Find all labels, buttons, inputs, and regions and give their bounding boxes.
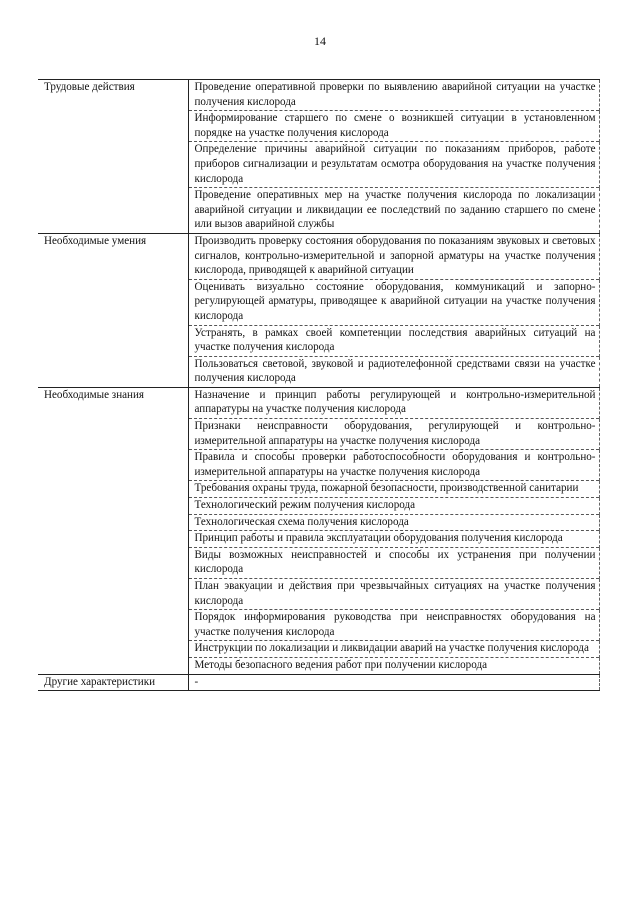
list-item: Виды возможных неисправностей и способы их устранения при получении кислорода bbox=[188, 547, 599, 578]
list-item: Технологическая схема получения кислорода bbox=[188, 514, 599, 531]
row-label-labor-actions: Трудовые действия bbox=[38, 80, 188, 234]
list-item: Методы безопасного ведения работ при получении кислорода bbox=[188, 657, 599, 674]
list-item: План эвакуации и действия при чрезвычайных ситуациях на участке получения кислорода bbox=[188, 579, 599, 610]
list-item: Требования охраны труда, пожарной безопасности, производственной санитарии bbox=[188, 481, 599, 498]
list-item: Определение причины аварийной ситуации по показаниям приборов, работе приборов сигнализации и результатам осмотра оборудования на участке получения кислорода bbox=[188, 142, 599, 188]
page-number: 14 bbox=[314, 34, 326, 48]
list-item: Проведение оперативной проверки по выявлению аварийной ситуации на участке получения кислорода bbox=[188, 80, 599, 111]
list-item: Устранять, в рамках своей компетенции последствия аварийных ситуаций на участке получения кислорода bbox=[188, 325, 599, 356]
list-item: Правила и способы проверки работоспособности оборудования и контрольно-измерительной аппаратуры на участке получения кислорода bbox=[188, 450, 599, 481]
list-item: Признаки неисправности оборудования, регулирующей и контрольно-измерительной аппаратуры на участке получения кислорода bbox=[188, 419, 599, 450]
list-item: Принцип работы и правила эксплуатации оборудования получения кислорода bbox=[188, 531, 599, 548]
table-row bbox=[38, 233, 599, 279]
list-item: Оценивать визуально состояние оборудования, коммуникаций и запорно-регулирующей арматуры, приводящее к аварийной ситуации на участке получения кислорода bbox=[188, 279, 599, 325]
list-item: - bbox=[188, 674, 599, 691]
list-item: Производить проверку состояния оборудования по показаниям звуковых и световых сигналов, контрольно-измерительной и запорной арматуры на участке получения кислорода, приводящей к аварийной ситуации bbox=[188, 233, 599, 279]
row-label-other-characteristics: Другие характеристики bbox=[38, 674, 188, 691]
row-label-required-skills: Необходимые умения bbox=[38, 233, 188, 387]
table-row bbox=[38, 387, 599, 418]
list-item: Информирование старшего по смене о возникшей ситуации в установленном порядке на участке получения кислорода bbox=[188, 111, 599, 142]
row-label-required-knowledge: Необходимые знания bbox=[38, 387, 188, 674]
characteristics-table bbox=[38, 79, 600, 691]
list-item: Технологический режим получения кислорода bbox=[188, 498, 599, 515]
table-row bbox=[38, 674, 599, 691]
list-item: Инструкции по локализации и ликвидации аварий на участке получения кислорода bbox=[188, 641, 599, 658]
table-row bbox=[38, 80, 599, 111]
list-item: Порядок информирования руководства при неисправностях оборудования на участке получения кислорода bbox=[188, 610, 599, 641]
characteristics-table-body bbox=[38, 80, 599, 691]
list-item: Проведение оперативных мер на участке получения кислорода по локализации аварийной ситуации и ликвидации ее последствий по заданию старшего по смене или вызов аварийной службы bbox=[188, 188, 599, 234]
list-item: Назначение и принцип работы регулирующей и контрольно-измерительной аппаратуры на участке получения кислорода bbox=[188, 387, 599, 418]
list-item: Пользоваться световой, звуковой и радиотелефонной средствами связи на участке получения кислорода bbox=[188, 356, 599, 387]
